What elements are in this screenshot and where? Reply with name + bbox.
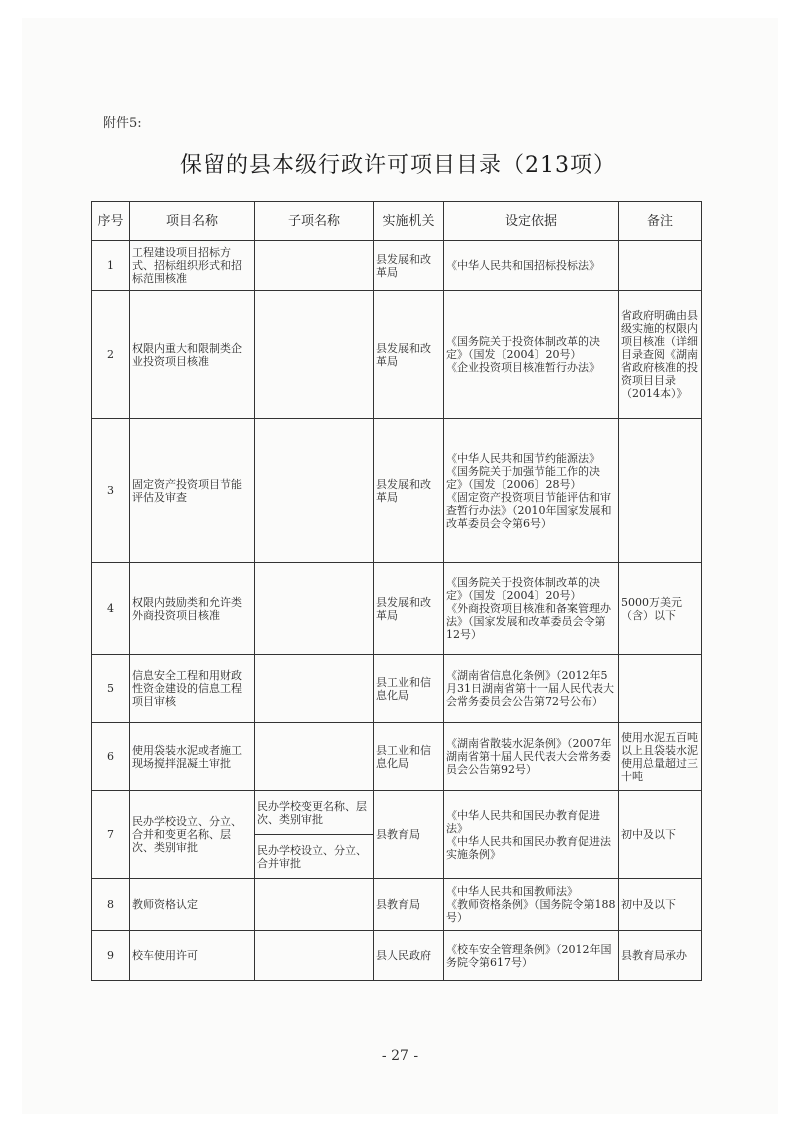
basis-line: 《中华人民共和国节约能源法》: [446, 451, 600, 465]
header-agency: 实施机关: [374, 202, 444, 241]
row-remark: 初中及以下: [619, 791, 702, 879]
basis-line: 《国务院关于投资体制改革的决定》（国发〔2004〕20号）: [446, 576, 600, 602]
row-remark: 使用水泥五百吨以上且袋装水泥使用总量超过三十吨: [619, 723, 702, 791]
row-basis: [444, 879, 619, 931]
page-number: - 27 -: [381, 1048, 419, 1064]
attachment-label: 附件5:: [103, 116, 142, 131]
row-sub: 民办学校变更名称、层次、类别审批: [255, 791, 374, 835]
row-no: 7: [92, 791, 130, 879]
row-name: 教师资格认定: [130, 879, 255, 931]
row-basis: [444, 291, 619, 419]
row-name: 民办学校设立、分立、合并和变更名称、层次、类别审批: [130, 791, 255, 879]
row-sub: [255, 655, 374, 723]
row-name: 校车使用许可: [130, 931, 255, 981]
table-row: [92, 723, 702, 791]
row-agency: 县发展和改革局: [374, 419, 444, 563]
row-sub: [255, 291, 374, 419]
table-row: [92, 655, 702, 723]
table-row: [92, 791, 702, 835]
basis-line: 《中华人民共和国教师法》: [446, 885, 578, 898]
basis-line: 《校车安全管理条例》（2012年国务院令第617号）: [446, 942, 612, 969]
basis-line: 《湖南省散装水泥条例》（2007年湖南省第十届人民代表大会常务委员会公告第92号）: [446, 737, 612, 776]
row-name: 权限内重大和限制类企业投资项目核准: [130, 291, 255, 419]
table-row: [92, 291, 702, 419]
row-remark: [619, 655, 702, 723]
row-no: 8: [92, 879, 130, 931]
row-name: 使用袋装水泥或者施工现场搅拌混凝土审批: [130, 723, 255, 791]
row-sub: [255, 723, 374, 791]
row-sub: [255, 879, 374, 931]
row-agency: 县工业和信息化局: [374, 655, 444, 723]
row-no: 6: [92, 723, 130, 791]
row-remark: [619, 241, 702, 291]
table-row: [92, 563, 702, 655]
row-no: 3: [92, 419, 130, 563]
basis-line: 《企业投资项目核准暂行办法》: [446, 361, 600, 374]
row-remark: 5000万美元（含）以下: [619, 563, 702, 655]
row-basis: [444, 563, 619, 655]
table-row: [92, 879, 702, 931]
row-no: 5: [92, 655, 130, 723]
basis-line: 《教师资格条例》（国务院令第188号）: [446, 898, 616, 924]
basis-line: 《国务院关于加强节能工作的决定》（国发〔2006〕28号）: [446, 464, 600, 491]
header-basis: 设定依据: [444, 202, 619, 241]
row-name: 信息安全工程和用财政性资金建设的信息工程项目审核: [130, 655, 255, 723]
basis-line: 《外商投资项目核准和备案管理办法》（国家发展和改革委员会令第12号）: [446, 602, 611, 641]
row-basis: [444, 419, 619, 563]
table-row: [92, 241, 702, 291]
row-sub: 民办学校设立、分立、合并审批: [255, 835, 374, 879]
basis-line: 《固定资产投资项目节能评估和审查暂行办法》（2010年国家发展和改革委员会令第6号）: [446, 490, 612, 530]
row-basis: [444, 655, 619, 723]
row-remark: 省政府明确由县级实施的权限内项目核准（详细目录查阅《湖南省政府核准的投资项目目录（2014本）》: [619, 291, 702, 419]
row-agency: 县教育局: [374, 879, 444, 931]
table-row: [92, 931, 702, 981]
row-agency: 县发展和改革局: [374, 563, 444, 655]
row-remark: 县教育局承办: [619, 931, 702, 981]
header-name: 项目名称: [130, 202, 255, 241]
row-agency: 县发展和改革局: [374, 291, 444, 419]
row-basis: [444, 723, 619, 791]
basis-line: 《中华人民共和国招标投标法》: [446, 259, 600, 272]
basis-line: 《中华人民共和国民办教育促进法》: [446, 808, 600, 835]
permit-catalog-table: [91, 201, 702, 981]
row-agency: 县发展和改革局: [374, 241, 444, 291]
row-no: 9: [92, 931, 130, 981]
row-basis: [444, 931, 619, 981]
basis-line: 《国务院关于投资体制改革的决定》（国发〔2004〕20号）: [446, 335, 600, 361]
row-agency: 县教育局: [374, 791, 444, 879]
row-name: 工程建设项目招标方式、招标组织形式和招标范围核准: [130, 241, 255, 291]
row-agency: 县人民政府: [374, 931, 444, 981]
row-remark: [619, 419, 702, 563]
header-remark: 备注: [619, 202, 702, 241]
row-remark: 初中及以下: [619, 879, 702, 931]
row-no: 1: [92, 241, 130, 291]
page-title: 保留的县本级行政许可项目目录（213项）: [180, 153, 616, 178]
table-header-row: [92, 202, 702, 241]
basis-line: 《湖南省信息化条例》（2012年5月31日湖南省第十一届人民代表大会常务委员会公告第72号公布）: [446, 669, 614, 708]
row-name: 权限内鼓励类和允许类外商投资项目核准: [130, 563, 255, 655]
basis-line: 《中华人民共和国民办教育促进法实施条例》: [446, 834, 611, 861]
row-basis: [444, 241, 619, 291]
row-sub: [255, 563, 374, 655]
table-row: [92, 419, 702, 563]
row-name: 固定资产投资项目节能评估及审查: [130, 419, 255, 563]
row-sub: [255, 419, 374, 563]
row-basis: [444, 791, 619, 879]
row-no: 4: [92, 563, 130, 655]
row-no: 2: [92, 291, 130, 419]
row-agency: 县工业和信息化局: [374, 723, 444, 791]
header-no: 序号: [92, 202, 130, 241]
row-sub: [255, 241, 374, 291]
row-sub: [255, 931, 374, 981]
header-sub: 子项名称: [255, 202, 374, 241]
